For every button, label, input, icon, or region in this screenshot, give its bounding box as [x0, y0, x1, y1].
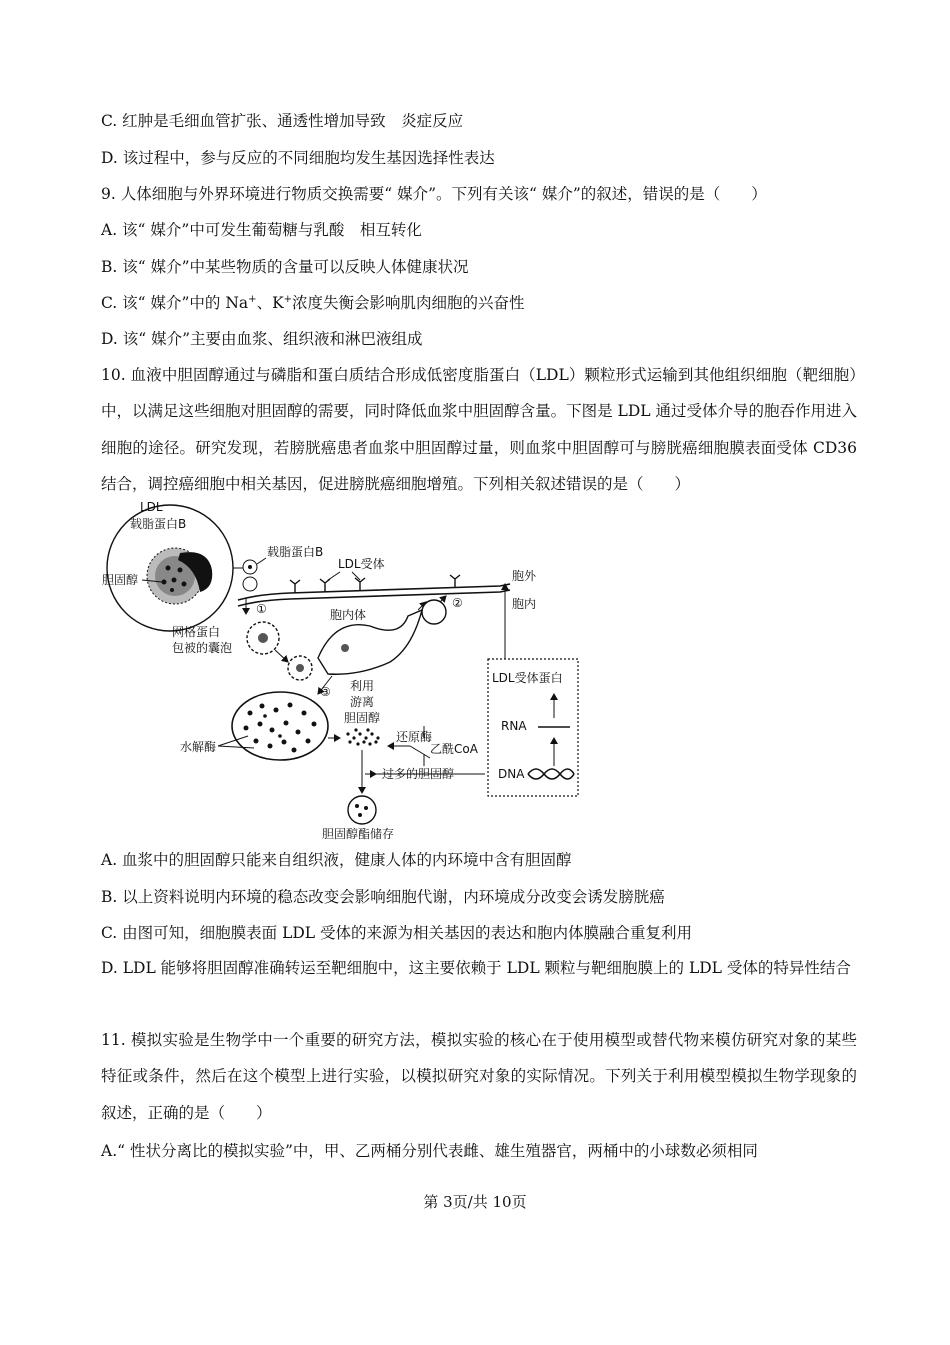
- label-free-cholesterol-2: 胆固醇: [344, 711, 381, 725]
- option-8d: D. 该过程中，参与反应的不同细胞均发生基因选择性表达: [101, 149, 495, 167]
- option-9d: D. 该“ 媒介”主要由血浆、组织液和淋巴液组成: [101, 330, 423, 348]
- label-clathrin-2: 包被的囊泡: [172, 641, 233, 655]
- ldl-endocytosis-diagram: [100, 498, 590, 843]
- label-receptor-protein: LDL受体蛋白: [492, 671, 563, 685]
- label-cholesterol-inner: 胆固醇: [102, 573, 139, 587]
- step-3: ③: [320, 685, 331, 699]
- label-hydrolase: 水解酶: [180, 740, 217, 754]
- label-apob-inner: 载脂蛋白B: [130, 517, 187, 531]
- label-dna: DNA: [498, 767, 525, 781]
- option-9a: A. 该“ 媒介”中可发生葡萄糖与乳酸 相互转化: [101, 221, 422, 239]
- option-8c: C. 红肿是毛细血管扩张、通透性增加导致 炎症反应: [101, 112, 464, 130]
- label-reductase: 还原酶: [396, 730, 433, 744]
- label-ester-storage: 胆固醇酯储存: [322, 827, 395, 841]
- option-10d: D. LDL 能够将胆固醇准确转运至靶细胞中，这主要依赖于 LDL 颗粒与靶细胞膜上的 LDL 受体的特异性结合: [101, 959, 851, 977]
- label-acetylcoa: 乙酰CoA: [430, 742, 478, 756]
- option-10b: B. 以上资料说明内环境的稳态改变会影响细胞代谢，内环境成分改变会诱发膀胱癌: [101, 888, 665, 906]
- page-footer: 第 3页/共 10页: [423, 1193, 527, 1211]
- label-ldl: LDL: [140, 500, 163, 514]
- label-clathrin-1: 网格蛋白: [172, 625, 221, 639]
- question-9: 9. 人体细胞与外界环境进行物质交换需要“ 媒介”。下列有关该“ 媒介”的叙述，错误的是（ ）: [101, 185, 767, 203]
- question-11: 11. 模拟实验是生物学中一个重要的研究方法，模拟实验的核心在于使用模型或替代物来模仿研究对象的某些特征或条件，然后在这个模型上进行实验，以模拟研究对象的实际情况。下列关于利用模型模拟生物学现象的叙述，正确的是（ ）: [101, 1031, 857, 1122]
- label-rna: RNA: [501, 719, 527, 733]
- label-outside: 胞外: [512, 569, 537, 583]
- option-10c: C. 由图可知，细胞膜表面 LDL 受体的来源为相关基因的表达和胞内体膜融合重复利用: [101, 924, 693, 942]
- label-utilize: 利用: [350, 679, 375, 693]
- option-10a: A. 血浆中的胆固醇只能来自组织液，健康人体的内环境中含有胆固醇: [101, 851, 572, 869]
- label-endosome: 胞内体: [330, 608, 367, 622]
- option-11a: A.“ 性状分离比的模拟实验”中，甲、乙两桶分别代表雌、雄生殖器官，两桶中的小球数必须相同: [101, 1142, 758, 1160]
- question-10: 10. 血液中胆固醇通过与磷脂和蛋白质结合形成低密度脂蛋白（LDL）颗粒形式运输到其他组织细胞（靶细胞）中，以满足这些细胞对胆固醇的需要，同时降低血浆中胆固醇含量。下图是 LDL 通过受体介导的胞吞作用进入细胞的途径。研究发现，若膀胱癌患者血浆中胆固醇过量，则血浆中胆固醇可与膀胱癌细胞膜表面受体 CD36 结合，调控癌细胞中相关基因，促进膀胱癌细胞增殖。下列相关叙述错误的是（ ）: [101, 366, 857, 493]
- label-inside: 胞内: [512, 597, 537, 611]
- label-free-cholesterol-1: 游离: [350, 695, 375, 709]
- option-9b: B. 该“ 媒介”中某些物质的含量可以反映人体健康状况: [101, 258, 469, 276]
- step-1: ①: [256, 602, 267, 616]
- label-excess-cholesterol: 过多的胆固醇: [382, 767, 455, 781]
- step-2: ②: [452, 596, 463, 610]
- label-apob-outer: 载脂蛋白B: [267, 545, 324, 559]
- option-9c: C. 该“ 媒介”中的 Na+、K+浓度失衡会影响肌肉细胞的兴奋性: [101, 293, 525, 312]
- label-ldl-receptor: LDL受体: [338, 557, 385, 571]
